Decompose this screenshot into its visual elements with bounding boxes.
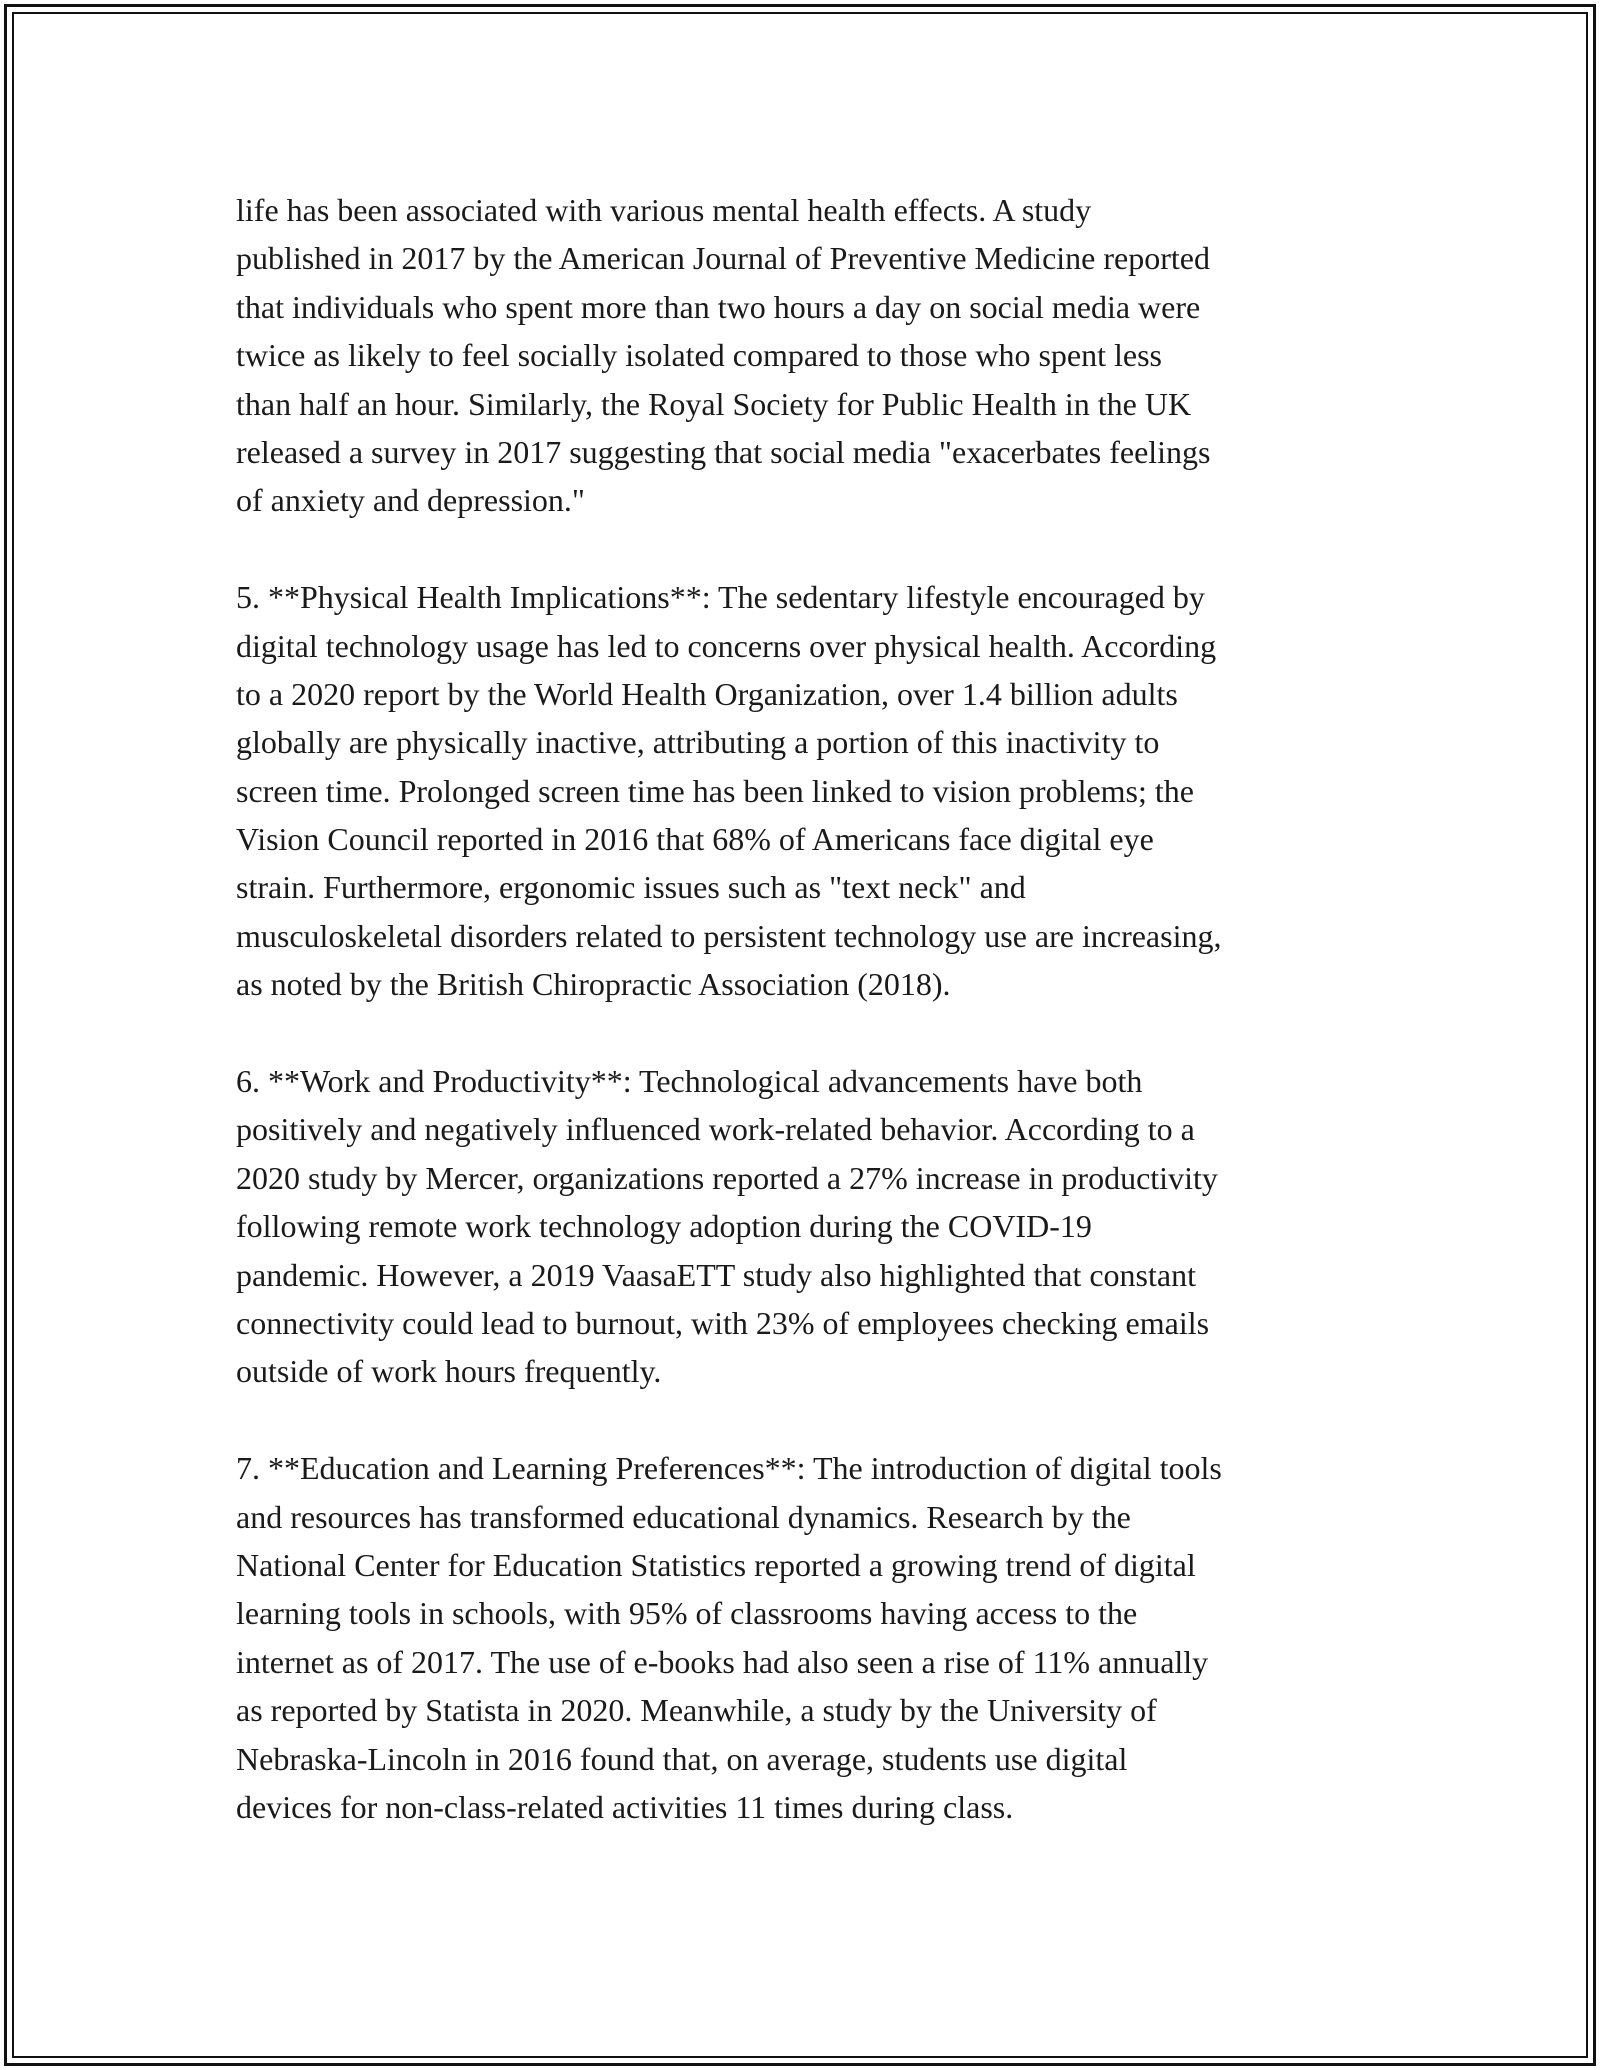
text-line: learning tools in schools, with 95% of classrooms having access to the [236, 1595, 1138, 1632]
document-body [236, 186, 1396, 1831]
text-line: as reported by Statista in 2020. Meanwhile, a study by the University of [236, 1692, 1157, 1729]
text-line: digital technology usage has led to concerns over physical health. According [236, 627, 1217, 664]
text-line: of anxiety and depression." [236, 482, 585, 519]
text-line: 6. **Work and Productivity**: Technological advancements have both [236, 1063, 1143, 1100]
paragraph-mental-health-continued [236, 186, 1396, 525]
text-line: strain. Furthermore, ergonomic issues such as "text neck" and [236, 869, 1026, 906]
text-line: Vision Council reported in 2016 that 68% of Americans face digital eye [236, 821, 1154, 858]
text-line: positively and negatively influenced work-related behavior. According to a [236, 1111, 1195, 1148]
text-line: Nebraska-Lincoln in 2016 found that, on average, students use digital [236, 1740, 1128, 1777]
paragraph-education-learning [236, 1444, 1396, 1831]
text-line: released a survey in 2017 suggesting that social media "exacerbates feelings [236, 433, 1211, 470]
text-line: that individuals who spent more than two hours a day on social media were [236, 288, 1201, 325]
text-line: National Center for Education Statistics reported a growing trend of digital [236, 1546, 1196, 1583]
paragraph-gap [236, 1396, 1396, 1444]
text-line: 2020 study by Mercer, organizations reported a 27% increase in productivity [236, 1159, 1218, 1196]
text-line: as noted by the British Chiropractic Association (2018). [236, 966, 951, 1003]
text-line: screen time. Prolonged screen time has been linked to vision problems; the [236, 772, 1194, 809]
text-line: twice as likely to feel socially isolated compared to those who spent less [236, 337, 1162, 374]
text-line: musculoskeletal disorders related to persistent technology use are increasing, [236, 917, 1222, 954]
text-line: and resources has transformed educational dynamics. Research by the [236, 1498, 1131, 1535]
text-line: devices for non-class-related activities 11 times during class. [236, 1788, 1014, 1825]
text-line: life has been associated with various mental health effects. A study [236, 192, 1092, 228]
text-line: published in 2017 by the American Journal of Preventive Medicine reported [236, 240, 1210, 277]
text-line: pandemic. However, a 2019 VaasaETT study also highlighted that constant [236, 1256, 1196, 1293]
text-line: internet as of 2017. The use of e-books had also seen a rise of 11% annually [236, 1643, 1209, 1680]
text-line: to a 2020 report by the World Health Organization, over 1.4 billion adults [236, 675, 1178, 712]
text-line: following remote work technology adoption during the COVID-19 [236, 1208, 1092, 1245]
paragraph-gap [236, 1009, 1396, 1057]
text-line: than half an hour. Similarly, the Royal Society for Public Health in the UK [236, 385, 1192, 422]
paragraph-gap [236, 525, 1396, 573]
text-line: outside of work hours frequently. [236, 1353, 662, 1390]
text-line: 7. **Education and Learning Preferences**: The introduction of digital tools [236, 1450, 1222, 1487]
paragraph-work-productivity [236, 1057, 1396, 1396]
text-line: 5. **Physical Health Implications**: The sedentary lifestyle encouraged by [236, 579, 1205, 616]
text-line: connectivity could lead to burnout, with 23% of employees checking emails [236, 1304, 1210, 1341]
paragraph-physical-health [236, 573, 1396, 1009]
text-line: globally are physically inactive, attributing a portion of this inactivity to [236, 724, 1160, 761]
